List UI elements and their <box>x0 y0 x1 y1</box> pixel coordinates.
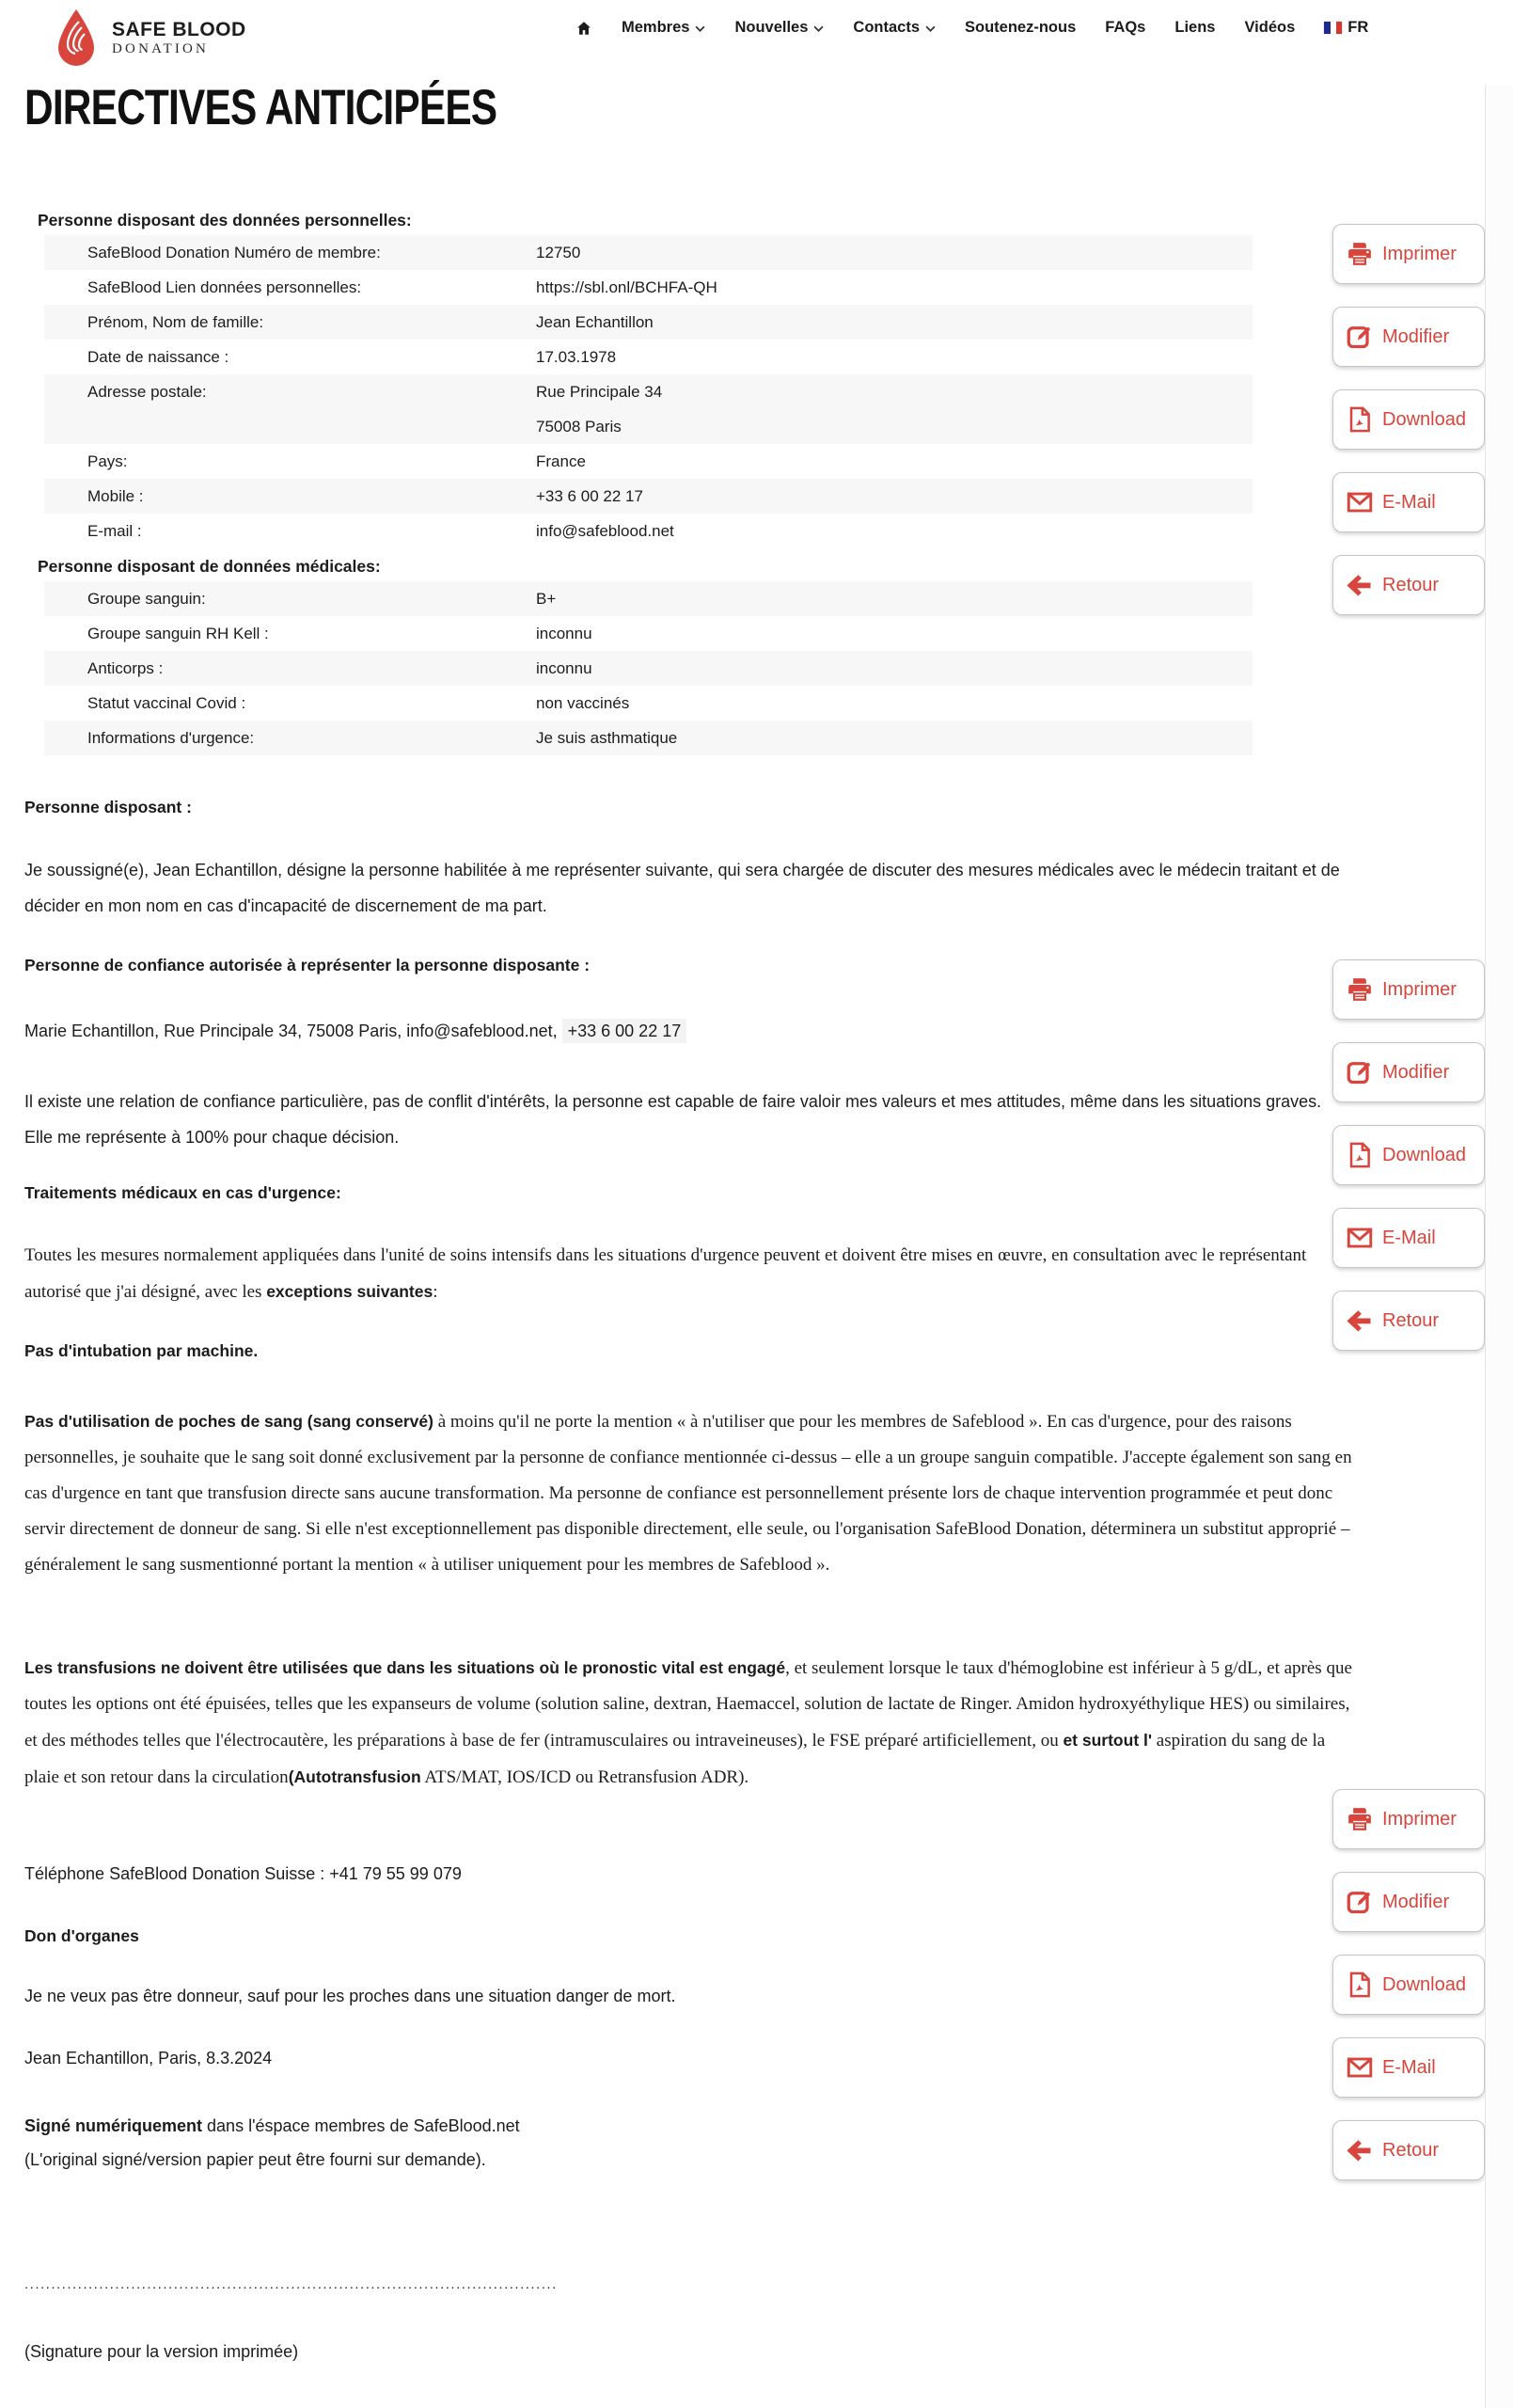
button-icon <box>1346 975 1374 1004</box>
nav-item[interactable]: Nouvelles <box>734 19 824 37</box>
row-value: B+ <box>536 590 557 608</box>
original-note: (L'original signé/version papier peut être fourni sur demande). <box>24 2150 486 2169</box>
row-value: inconnu <box>536 625 592 642</box>
back-button[interactable]: Retour <box>1332 1291 1485 1351</box>
trusted-person-contact: Marie Echantillon, Rue Principale 34, 75008 Paris, info@safeblood.net, +33 6 00 22 17 <box>24 1022 686 1041</box>
digitally-signed-line: Signé numériquement dans l'éspace membres de SafeBlood.net <box>24 2116 520 2135</box>
row-label: Anticorps : <box>87 659 164 677</box>
row-value: inconnu <box>536 659 592 677</box>
right-scroll-track <box>1485 85 1513 2408</box>
disposant-heading: Personne disposant : <box>24 798 192 816</box>
download-button[interactable]: Download <box>1332 1955 1485 2015</box>
table-row <box>44 235 1253 270</box>
brand-logo[interactable] <box>54 8 246 67</box>
language-switcher[interactable] <box>1324 19 1368 37</box>
page-title: DIRECTIVES ANTICIPÉES <box>24 80 497 135</box>
row-value: 17.03.1978 <box>536 348 617 366</box>
language-label: FR <box>1348 19 1369 36</box>
table-row <box>44 270 1253 305</box>
nav-item[interactable]: Membres <box>622 19 705 37</box>
edit-button[interactable]: Modifier <box>1332 307 1485 367</box>
signature-dotted-line: .................................................................................................... <box>24 2276 558 2292</box>
row-label: Statut vaccinal Covid : <box>87 694 246 712</box>
home-icon[interactable] <box>575 20 592 37</box>
brand-subtitle: DONATION <box>112 40 210 56</box>
row-value: info@safeblood.net <box>536 522 674 540</box>
signature-caption: (Signature pour la version imprimée) <box>24 2342 299 2361</box>
table-row <box>44 374 1253 444</box>
button-icon <box>1346 1058 1374 1086</box>
nav-item[interactable]: Vidéos <box>1244 19 1296 36</box>
medical-data-heading: Personne disposant de données médicales: <box>38 557 381 576</box>
button-icon <box>1346 1888 1374 1916</box>
trusted-person-paragraph: Il existe une relation de confiance particulière, pas de conflit d'intérêts, la personne est capable de faire valoir mes valeurs et mes attitudes, même dans les situations graves. Elle me représente à 100% pour chaque décision. <box>24 1092 1322 1147</box>
table-row <box>44 514 1253 548</box>
row-value: France <box>536 452 586 470</box>
treatments-paragraph: Toutes les mesures normalement appliquées dans l'unité de soins intensifs dans les situations d'urgence peuvent et doivent être mises en œuvre, en consultation avec le représentant autorisé que j'ai désigné, avec les exceptions suivantes: <box>24 1245 1307 1302</box>
no-intubation-statement: Pas d'intubation par machine. <box>24 1341 259 1360</box>
phone-highlight: +33 6 00 22 17 <box>562 1019 687 1043</box>
nav-item[interactable]: FAQs <box>1105 19 1146 36</box>
button-icon <box>1346 405 1374 434</box>
chevron-down-icon <box>813 25 824 32</box>
row-label: SafeBlood Donation Numéro de membre: <box>87 244 381 261</box>
row-value: Je suis asthmatique <box>536 729 678 747</box>
button-icon <box>1346 1971 1374 1999</box>
trusted-person-heading: Personne de confiance autorisée à représenter la personne disposante : <box>24 956 591 974</box>
table-row <box>44 686 1253 721</box>
button-icon <box>1346 1307 1374 1335</box>
table-row <box>44 340 1253 374</box>
back-button[interactable]: Retour <box>1332 555 1485 615</box>
row-value: Rue Principale 34 75008 Paris <box>536 383 663 436</box>
edit-button[interactable]: Modifier <box>1332 1872 1485 1932</box>
email-button[interactable]: E-Mail <box>1332 2037 1485 2098</box>
table-row <box>44 651 1253 686</box>
transfusions-paragraph: Les transfusions ne doivent être utilisées que dans les situations où le pronostic vital est engagé, et seulement lorsque le taux d'hémoglobine est inférieur à 5 g/dL, et après que toutes les options ont été épuisées, telles que les expanseurs de volume (solution saline, dextran, Haemaccel, solution de lactate de Ringer. Amidon hydroxyéthylique HES) ou similaires, et des méthodes telles que l'électrocautère, les préparations à base de fer (intramusculaires ou intraveineuses), le FSE préparé artificiellement, ou et surtout l' aspiration du sang de la plaie et son retour dans la circulation(Autotransfusion ATS/MAT, IOS/ICD ou Retransfusion ADR). <box>24 1658 1352 1787</box>
button-icon <box>1346 488 1374 516</box>
main-nav <box>575 19 1368 37</box>
medical-data-table <box>44 581 1253 755</box>
button-icon <box>1346 240 1374 268</box>
personal-data-table <box>44 235 1253 548</box>
table-row <box>44 616 1253 651</box>
blood-drop-icon <box>54 8 99 67</box>
row-label: Informations d'urgence: <box>87 729 255 747</box>
treatments-heading: Traitements médicaux en cas d'urgence: <box>24 1183 341 1202</box>
print-button[interactable]: Imprimer <box>1332 1789 1485 1849</box>
email-button[interactable]: E-Mail <box>1332 472 1485 532</box>
row-label: E-mail : <box>87 522 142 540</box>
table-row <box>44 721 1253 755</box>
action-buttons-bottom <box>1332 1789 1485 2180</box>
chevron-down-icon <box>695 25 705 32</box>
table-row <box>44 305 1253 340</box>
button-icon <box>1346 1141 1374 1169</box>
row-label: Prénom, Nom de famille: <box>87 313 264 331</box>
row-value: Jean Echantillon <box>536 313 654 331</box>
row-label: Date de naissance : <box>87 348 229 366</box>
french-flag-icon <box>1324 22 1342 34</box>
nav-item[interactable]: Contacts <box>853 19 936 37</box>
edit-button[interactable]: Modifier <box>1332 1042 1485 1102</box>
row-label: Adresse postale: <box>87 383 207 401</box>
table-row <box>44 581 1253 616</box>
personal-data-heading: Personne disposant des données personnelles: <box>38 211 412 230</box>
row-label: Groupe sanguin: <box>87 590 206 608</box>
row-value: +33 6 00 22 17 <box>536 487 643 505</box>
print-button[interactable]: Imprimer <box>1332 959 1485 1020</box>
row-label: Groupe sanguin RH Kell : <box>87 625 269 642</box>
table-row <box>44 479 1253 514</box>
button-icon <box>1346 2053 1374 2082</box>
action-buttons-top <box>1332 224 1485 615</box>
nav-item[interactable]: Soutenez-nous <box>965 19 1077 36</box>
nav-item[interactable]: Liens <box>1174 19 1216 36</box>
organ-donation-heading: Don d'organes <box>24 1926 139 1945</box>
brand-name: SAFE BLOOD <box>112 18 246 40</box>
email-button[interactable]: E-Mail <box>1332 1208 1485 1268</box>
download-button[interactable]: Download <box>1332 1125 1485 1185</box>
phone-line: Téléphone SafeBlood Donation Suisse : +41 79 55 99 079 <box>24 1864 462 1883</box>
action-buttons-middle <box>1332 959 1485 1351</box>
signature-name-date: Jean Echantillon, Paris, 8.3.2024 <box>24 2049 273 2067</box>
chevron-down-icon <box>925 25 936 32</box>
row-value: non vaccinés <box>536 694 630 712</box>
row-label: SafeBlood Lien données personnelles: <box>87 278 362 296</box>
back-button[interactable]: Retour <box>1332 2120 1485 2180</box>
button-icon <box>1346 2136 1374 2164</box>
download-button[interactable]: Download <box>1332 389 1485 450</box>
print-button[interactable]: Imprimer <box>1332 224 1485 284</box>
row-value: 12750 <box>536 244 581 261</box>
button-icon <box>1346 1805 1374 1833</box>
button-icon <box>1346 571 1374 599</box>
table-row <box>44 444 1253 479</box>
button-icon <box>1346 1224 1374 1252</box>
button-icon <box>1346 323 1374 351</box>
disposant-paragraph: Je soussigné(e), Jean Echantillon, désigne la personne habilitée à me représenter suivante, qui sera chargée de discuter des mesures médicales avec le médecin traitant et de décider en mon nom en cas d'incapacité de discernement de ma part. <box>24 861 1340 915</box>
row-label: Pays: <box>87 452 128 470</box>
blood-bags-paragraph: Pas d'utilisation de poches de sang (sang conservé) à moins qu'il ne porte la mention « à n'utiliser que pour les membres de Safeblood ». En cas d'urgence, pour des raisons personnelles, je souhaite que le sang soit donné exclusivement par la personne de confiance mentionnée ci-dessus – elle a un groupe sanguin compatible. J'accepte également son sang en cas d'urgence en tant que transfusion directe sans aucune transformation. Ma personne de confiance est personnellement présente lors de chaque intervention programmée et peut donc servir directement de donneur de sang. Si elle n'est exceptionnellement pas disponible directement, elle seule, ou l'organisation SafeBlood Donation, déterminera un substitut approprié – généralement le sang susmentionné portant la mention « à utiliser uniquement pour les membres de Safeblood ». <box>24 1412 1352 1575</box>
organ-donation-text: Je ne veux pas être donneur, sauf pour les proches dans une situation danger de mort. <box>24 1987 676 2005</box>
row-value: https://sbl.onl/BCHFA-QH <box>536 278 717 296</box>
nav-items <box>622 19 1295 37</box>
row-label: Mobile : <box>87 487 144 505</box>
